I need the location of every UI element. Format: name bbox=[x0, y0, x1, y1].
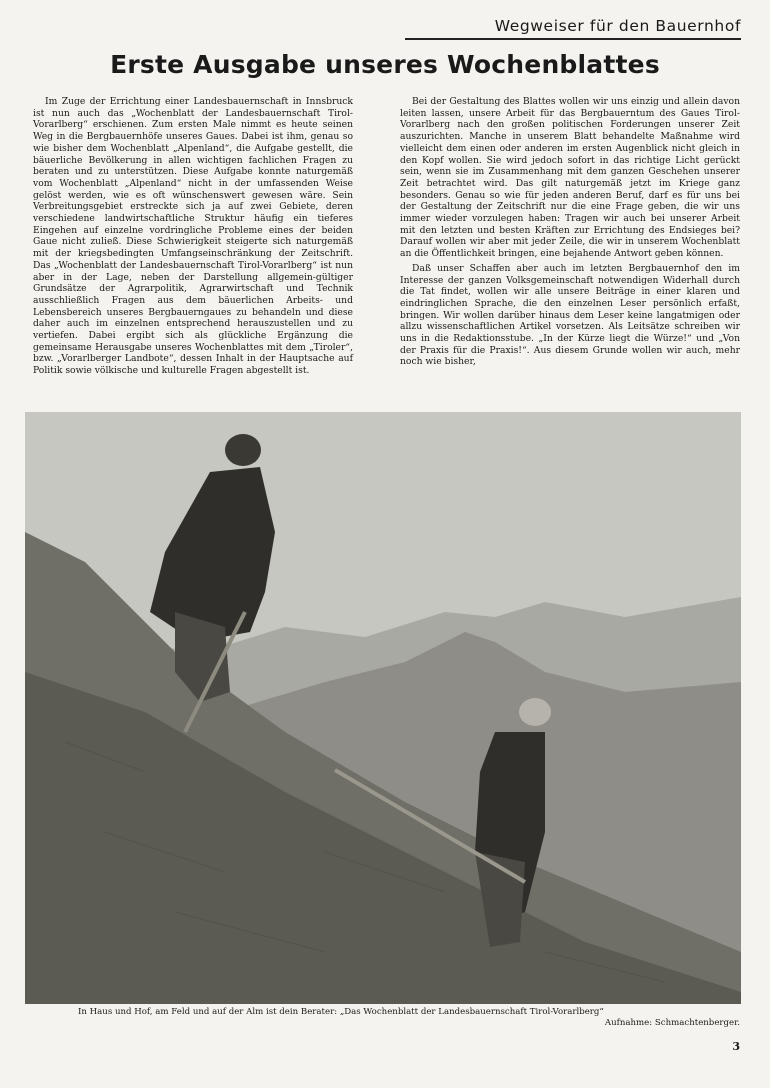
photo-caption-text: In Haus und Hof, am Feld und auf der Alm ist dein Berater: „Das Wochenblatt der Landesbauernschaft Tirol-Vorarlberg“ bbox=[78, 1007, 604, 1017]
article-right-column bbox=[400, 96, 740, 371]
right-paragraph-1: Bei der Gestaltung des Blattes wollen wir uns einzig und allein davon leiten lassen, unsere Arbeit für das Bergbauerntum des Gaues Tirol-Vorarlberg nach den großen politischen Forderungen unserer Zeit auszurichten. Manche in unserem Blatt behandelte Maßnahme wird vielleicht dem einen oder anderen im ersten Augenblick nicht gleich in den Kopf wollen. Sie wird jedoch sofort in das richtige Licht gerückt sein, wenn sie im Zusammenhang mit dem ganzen Geschehen unserer Zeit betrachtet wird. Das gilt naturgemäß jetzt im Kriege ganz besonders. Genau so wie für jeden anderen Beruf, darf es für uns bei der Gestaltung der Zeitschrift nur die eine Frage geben, die wir uns immer wieder vorzulegen haben: Tragen wir auch bei unserer Arbeit mit den letzten und besten Kräften zur Errichtung des Endsieges bei? Darauf wollen wir aber mit jeder Zeile, die wir in unserem Wochenblatt an die Öffentlichkeit bringen, eine bejahende Antwort geben können. bbox=[400, 96, 740, 260]
photo-credit: Aufnahme: Schmachtenberger. bbox=[604, 1018, 740, 1028]
article-left-column bbox=[33, 96, 353, 380]
section-header bbox=[405, 16, 741, 40]
section-header-label: Wegweiser für den Bauernhof bbox=[494, 17, 741, 35]
photo-farmers-mowing-alpine-meadow bbox=[25, 412, 741, 1004]
page-number: 3 bbox=[732, 1040, 740, 1053]
left-paragraph-1: Im Zuge der Errichtung einer Landesbauernschaft in Innsbruck ist nun auch das „Wochenblatt der Landesbauernschaft Tirol-Vorarlberg“ erschienen. Zum ersten Male nimmt es heute seinen Weg in die Bergbauernhöfe unseres Gaues. Dabei ist ihm, genau so wie bisher dem Wochenblatt „Alpenland“, die Aufgabe gestellt, die bäuerliche Bevölkerung in allen wichtigen fachlichen Fragen zu beraten und zu unterstützen. Diese Aufgabe konnte naturgemäß vom Wochenblatt „Alpenland“ nicht in der umfassenden Weise gelöst werden, wie es oft wünschenswert gewesen wäre. Sein Verbreitungsgebiet erstreckte sich ja auf zwei Gebiete, deren verschiedene landwirtschaftliche Struktur häufig ein tieferes Eingehen auf einzelne vordringliche Probleme eines der beiden Gaue nicht zuließ. Diese Schwierigkeit steigerte sich naturgemäß mit der kriegsbedingten Umfangseinschränkung der Zeitschrift. Das „Wochenblatt der Landesbauernschaft Tirol-Vorarlberg“ ist nun aber in der Lage, neben der Darstellung allgemein-gültiger Grundsätze der Agrarpolitik, Agrarwirtschaft und Technik ausschließlich Fragen aus dem bäuerlichen Arbeits- und Lebensbereich unseres Bergbauerngaues zu behandeln und diese daher auch im einzelnen entsprechend herauszustellen und zu vertiefen. Dabei ergibt sich als glückliche Ergänzung die gemeinsame Herausgabe unseres Wochenblattes mit dem „Tiroler“, bzw. „Vorarlberger Landbote“, dessen Inhalt in der Hauptsache auf Politik sowie völkische und kulturelle Fragen abgestellt ist. bbox=[33, 96, 353, 377]
photo-caption bbox=[78, 1007, 740, 1029]
article-title: Erste Ausgabe unseres Wochenblattes bbox=[110, 50, 660, 79]
right-paragraph-2: Daß unser Schaffen aber auch im letzten Bergbauernhof den im Interesse der ganzen Volksgemeinschaft notwendigen Widerhall durch die Tat findet, wollen wir alle unsere Beiträge in einer klaren und eindringlichen Sprache, die den einzelnen Leser persönlich erfaßt, bringen. Wir wollen darüber hinaus dem Leser keine langatmigen oder allzu wissenschaftlichen Artikel vorsetzen. Als Leitsätze schreiben wir uns in die Redaktionsstube. „In der Kürze liegt die Würze!“ und „Von der Praxis für die Praxis!“. Aus diesem Grunde wollen wir auch, mehr noch wie bisher, bbox=[400, 262, 740, 368]
